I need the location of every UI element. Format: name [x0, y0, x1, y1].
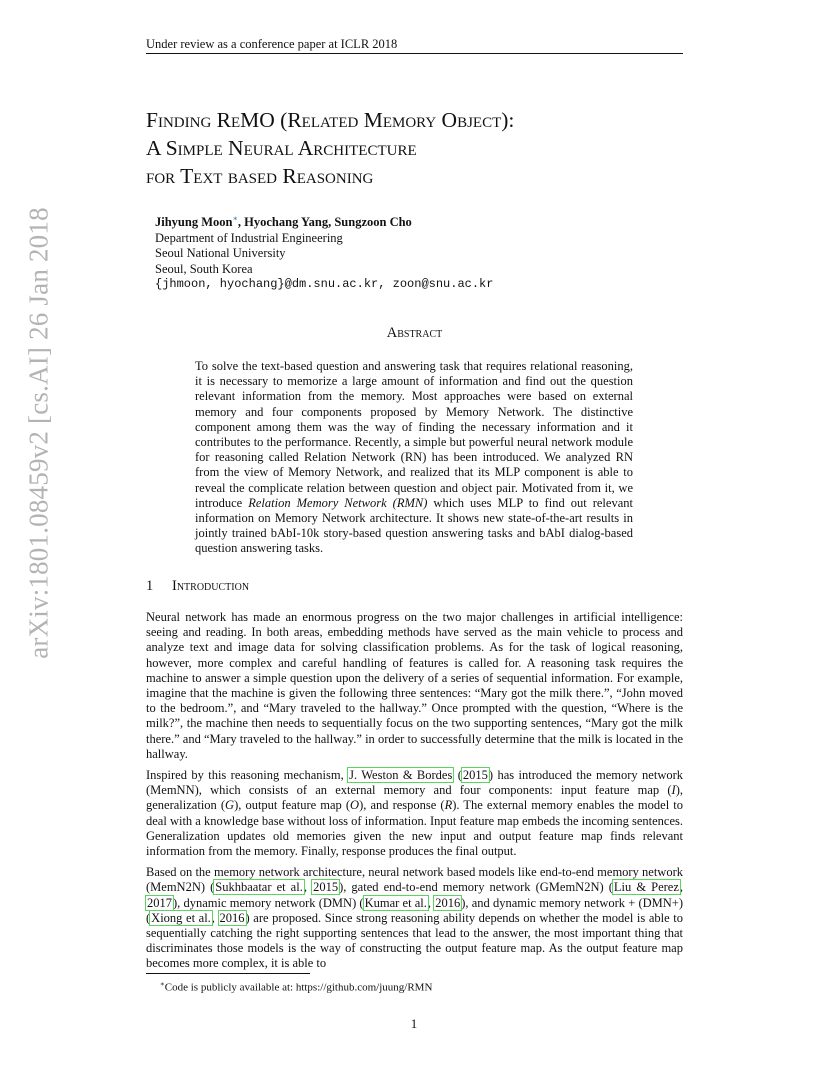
math-symbol: R [444, 798, 453, 813]
introduction-body [146, 610, 683, 978]
citation-link[interactable]: Liu & Perez [613, 880, 679, 895]
running-header: Under review as a conference paper at ICLR 2018 [146, 36, 683, 54]
footnote-mark: ∗ [160, 980, 165, 988]
first-author: Jihyung Moon [155, 215, 233, 230]
title-line-3: for Text based Reasoning [146, 164, 374, 188]
text-run: ) are proposed. Since strong reasoning ability depends on whether the model is able to sequentially catching the right supporting sentences that lead to the answer, the most important thing that discriminates those models is the way of constructing the output feature map. As the output feature map becomes more complex, it is able to [146, 910, 684, 971]
text-run: , [303, 880, 313, 895]
author-block [155, 211, 675, 293]
citation-link[interactable]: 2015 [313, 880, 339, 895]
author-emails: {jhmoon, hyochang}@dm.snu.ac.kr, zoon@snu.ac.kr [155, 277, 494, 292]
author-names [155, 211, 675, 231]
text-run: ) has introduced the memory network (MemNN), which consists of an external memory and four components: input feature map ( [146, 768, 684, 798]
citation-link[interactable]: 2016 [219, 910, 245, 925]
arxiv-identifier[interactable]: arXiv:1801.08459v2 [cs.AI] 26 Jan 2018 [23, 207, 54, 659]
math-symbol: O [350, 798, 360, 813]
citation-link[interactable]: 2016 [435, 895, 461, 910]
text-run: ), generalization ( [146, 783, 683, 813]
title-line-1: Finding ReMO (Related Memory Object): [146, 108, 515, 132]
citation-link[interactable]: Kumar et al. [364, 895, 427, 910]
text-run: , [679, 880, 684, 895]
abstract-part-2: which uses MLP to find out relevant information on Memory Network architecture. It shows new state-of-the-art results in jointly trained bAbI-10k story-based question answering tasks and bAbI dialog-based question answering tasks. [195, 495, 633, 556]
author-location: Seoul, South Korea [155, 261, 253, 276]
paragraph-3 [146, 865, 683, 971]
text-run: , [427, 895, 435, 910]
citation-link[interactable]: 2015 [462, 768, 488, 783]
text-run: ( [453, 768, 462, 783]
section-title: Introduction [172, 578, 250, 594]
section-number: 1 [146, 578, 154, 594]
section-heading-introduction [146, 578, 683, 595]
footnote-text: Code is publicly available at: https://github.com/juung/RMN [164, 981, 433, 994]
page-number: 1 [410, 1016, 418, 1031]
footnote-marker[interactable]: ∗ [232, 214, 238, 223]
text-run: ), gated end-to-end memory network (GMemN2N) ( [339, 880, 613, 895]
text-run: Inspired by this reasoning mechanism, [146, 768, 349, 783]
title-line-2: A Simple Neural Architecture [146, 136, 417, 160]
abstract-text [195, 359, 633, 557]
other-authors: , Hyochang Yang, Sungzoon Cho [237, 215, 412, 230]
paper-title [146, 106, 706, 190]
footnote-rule [146, 973, 310, 974]
citation-link[interactable]: J. Weston & Bordes [349, 768, 453, 783]
text-run: , [211, 910, 219, 925]
arxiv-sidebar [10, 207, 68, 659]
abstract-part-1: To solve the text-based question and answering task that requires relational reasoning, it is necessary to memorize a large amount of information and find out the question relevant information from the memory. Most approaches were based on external memory and four components proposed by Memory Network. The distinctive component among them was the way of finding the necessary information and it contributes to the performance. Recently, a simple but powerful neural network module for reasoning called Relation Network (RN) has been introduced. We analyzed RN from the view of Memory Network, and realized that its MLP component is able to reveal the complicate relation between question and object pair. Motivated from it, we introduce [195, 359, 633, 510]
math-symbol: I [671, 783, 676, 798]
author-department: Department of Industrial Engineering [155, 230, 343, 245]
text-run: ), and dynamic memory network + (DMN+) ( [146, 895, 683, 925]
text-run: ), and response ( [359, 798, 445, 813]
paragraph-2 [146, 768, 683, 859]
text-run: ), dynamic memory network (DMN) ( [173, 895, 364, 910]
math-symbol: G [225, 798, 235, 813]
paragraph-1: Neural network has made an enormous progress on the two major challenges in artificial intelligence: seeing and reading. In both areas, embedding methods have served as the main vehicle to process and analyze text and image data for solving classification problems. As for the task of logical reasoning, however, more complex and careful handling of features is called for. A reasoning task requires the machine to answer a simple question upon the delivery of a series of sequential information. For example, imagine that the machine is given the following three sentences: “Mary got the milk there.”, “John moved to the bedroom.”, and “Mary traveled to the hallway.” Once prompted with the question, “Where is the milk?”, the machine then needs to sequentially focus on the two supporting sentences, “Mary got the milk there.” and “Mary traveled to the hallway.” in order to successfully determine that the milk is located in the hallway. [146, 610, 683, 761]
text-run: ), output feature map ( [234, 798, 351, 813]
text-run: Based on the memory network architecture, neural network based models like end-to-end memory network (MemN2N) ( [146, 865, 683, 895]
citation-link[interactable]: 2017 [147, 895, 172, 910]
author-university: Seoul National University [155, 246, 286, 261]
text-run: ). The external memory enables the model to deal with a knowledge base without loss of information. Input feature map embeds the incoming sentences. Generalization updates old memories given the new input and output feature map finds relevant information from the memory. Finally, response produces the final output. [146, 798, 684, 859]
citation-link[interactable]: Sukhbaatar et al. [215, 880, 303, 895]
abstract-heading: Abstract [386, 325, 443, 341]
footnote [160, 977, 680, 995]
abstract-emphasis: Relation Memory Network (RMN) [248, 495, 428, 510]
citation-link[interactable]: Xiong et al. [151, 910, 211, 925]
